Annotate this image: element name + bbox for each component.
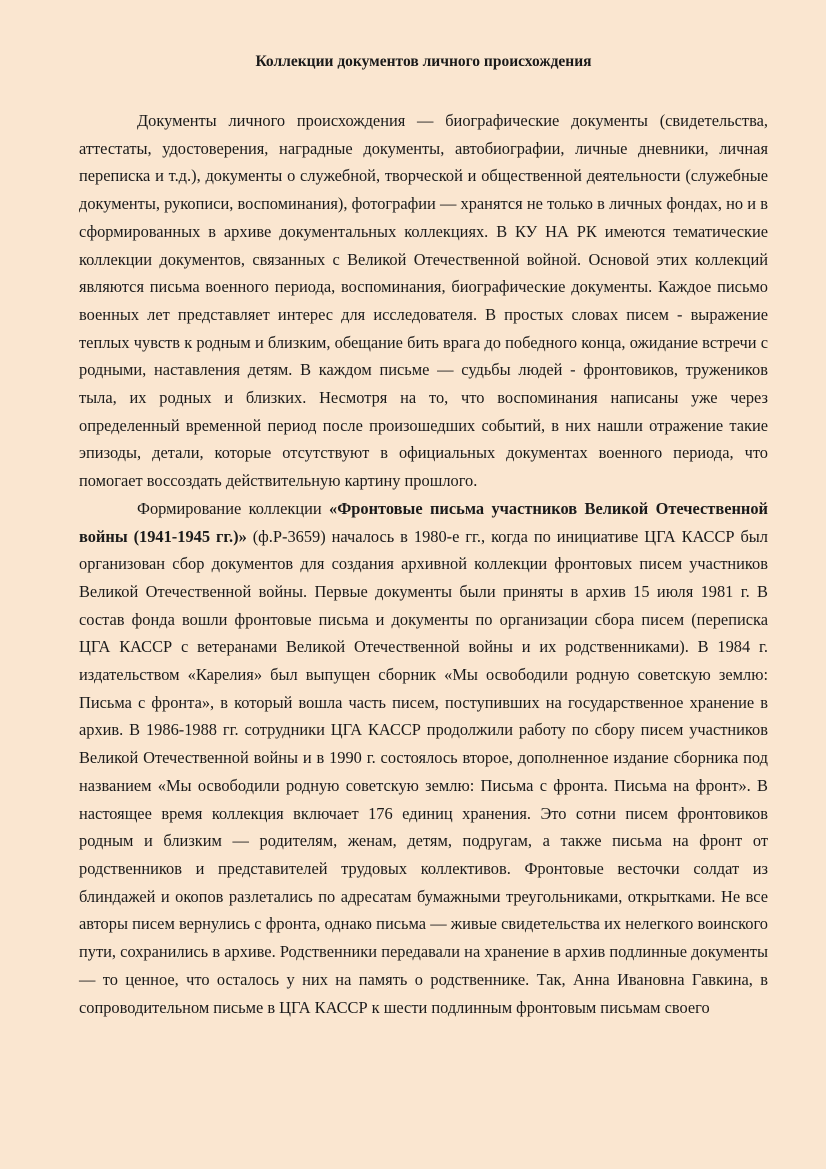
document-title: Коллекции документов личного происхождения — [255, 53, 592, 70]
paragraph-body-text: (ф.Р-3659) началось в 1980-е гг., когда по инициативе ЦГА КАССР был организован сбор документов для создания архивной коллекции фронтовых писем участников Великой Отечественной войны. Первые документы были приняты в архив 15 июля 1981 г. В состав фонда вошли фронтовые письма и документы по организации сбора писем (переписка ЦГА КАССР с ветеранами Великой Отечественной войны и их родственниками). В 1984 г. издательством «Карелия» был выпущен сборник «Мы освободили родную советскую землю: Письма с фронта», в который вошла часть писем, поступивших на государственное хранение в архив. В 1986-1988 гг. сотрудники ЦГА КАССР продолжили работу по сбору писем участников Великой Отечественной войны и в 1990 г. состоялось второе, дополненное издание сборника под названием «Мы освободили родную советскую землю: Письма с фронта. Письма на фронт». В настоящее время коллекция включает 176 единиц хранения. Это сотни писем фронтовиков родным и близким — родителям, женам, детям, подругам, а также письма на фронт от родственников и представителей трудовых коллективов. Фронтовые весточки солдат из блиндажей и окопов разлетались по адресатам бумажными треугольниками, открытками. Не все авторы писем вернулись с фронта, однако письма — живые свидетельства их нелегкого воинского пути, сохранились в архиве. Родственники передавали на хранение в архив подлинные документы — то ценное, что осталось у них на память о родственнике. Так, Анна Ивановна Гавкина, в сопроводительном письме в ЦГА КАССР к шести подлинным фронтовым письмам своего — [79, 526, 768, 1017]
collection-title-bold: «Фронтовые письма участников Великой Отечественной войны (1941-1945 гг.)» — [79, 498, 768, 546]
paragraph-lead-text: Формирование коллекции — [137, 498, 330, 518]
paragraph-personal-documents: Документы личного происхождения — биографические документы (свидетельства, аттестаты, удостоверения, наградные документы, автобиографии, личные дневники, личная переписка и т.д.), документы о служебной, творческой и общественной деятельности (служебные документы, рукописи, воспоминания), фотографии — хранятся не только в личных фондах, но и в сформированных в архиве документальных коллекциях. В КУ НА РК имеются тематические коллекции документов, связанных с Великой Отечественной войной. Основой этих коллекций являются письма военного периода, воспоминания, биографические документы. Каждое письмо военных лет представляет интерес для исследователя. В простых словах писем - выражение теплых чувств к родным и близким, обещание бить врага до победного конца, ожидание встречи с родными, наставления детям. В каждом письме — судьбы людей - фронтовиков, тружеников тыла, их родных и близких. Несмотря на то, что воспоминания написаны уже через определенный временной период после произошедших событий, в них нашли отражение такие эпизоды, детали, которые отсутствуют в официальных документах военного периода, что помогает воссоздать действительную картину прошлого. — [79, 111, 768, 491]
paragraph-collection-formation — [79, 495, 768, 1021]
